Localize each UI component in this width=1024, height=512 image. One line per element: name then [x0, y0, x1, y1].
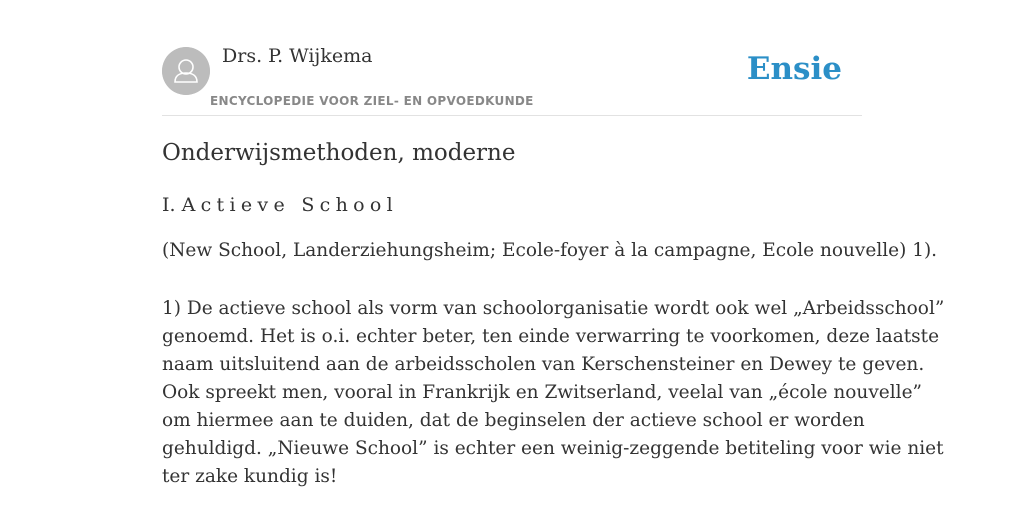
document-page	[162, 0, 945, 512]
section-heading	[162, 194, 398, 216]
footnote-line: genoemd. Het is o.i. echter beter, ten einde verwarring te voorkomen, deze laatste	[162, 326, 940, 347]
avatar[interactable]	[162, 47, 210, 95]
footnote-line: 1) De actieve school als vorm van schoolorganisatie wordt ook wel „Arbeidsschool”	[162, 298, 945, 319]
brand-logo[interactable]: Ensie	[746, 51, 842, 87]
footnote-line: om hiermee aan te duiden, dat de beginselen der actieve school er worden	[162, 410, 865, 431]
author-name[interactable]: Drs. P. Wijkema	[222, 45, 373, 67]
section-title: Actieve School	[181, 194, 398, 216]
footnote	[162, 295, 945, 491]
header	[162, 0, 862, 116]
page-title: Onderwijsmethoden, moderne	[162, 140, 516, 166]
footnote-line: gehuldigd. „Nieuwe School” is echter een weinig-zeggende betiteling voor wie niet	[162, 438, 944, 459]
footnote-line: ter zake kundig is!	[162, 466, 338, 487]
source-title[interactable]: ENCYCLOPEDIE VOOR ZIEL- EN OPVOEDKUNDE	[210, 94, 534, 108]
section-number: I.	[162, 194, 176, 216]
footnote-line: Ook spreekt men, vooral in Frankrijk en Zwitserland, veelal van „école nouvelle”	[162, 382, 922, 403]
user-placeholder-icon	[162, 47, 210, 95]
footnote-line: naam uitsluitend aan de arbeidsscholen van Kerschensteiner en Dewey te geven.	[162, 354, 925, 375]
intro-paragraph: (New School, Landerziehungsheim; Ecole-foyer à la campagne, Ecole nouvelle) 1).	[162, 240, 938, 261]
